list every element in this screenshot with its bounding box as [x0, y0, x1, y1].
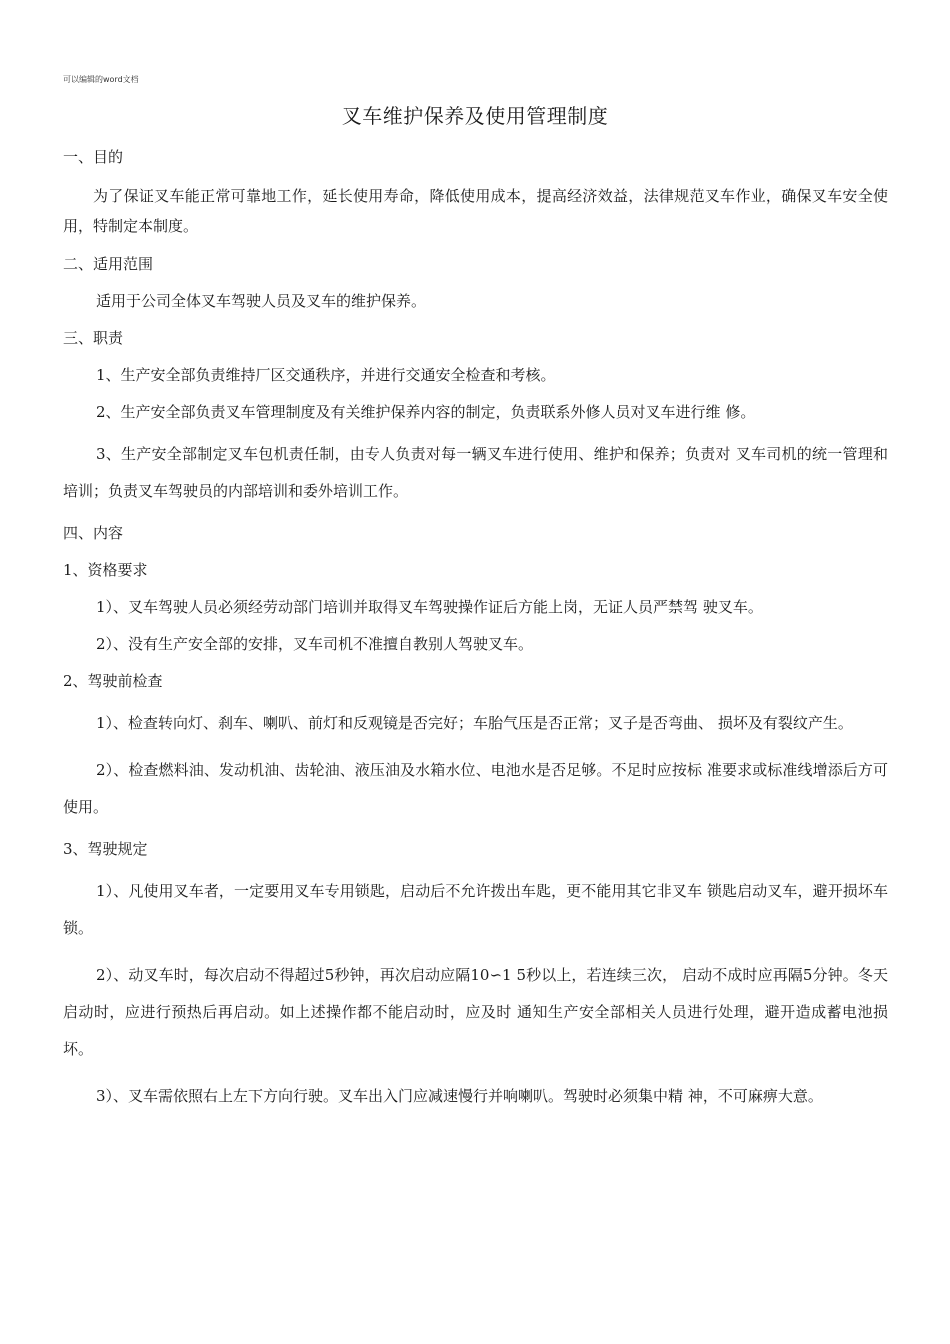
section-heading-scope: 二、适用范围 [63, 255, 154, 273]
section-heading-duties: 三、职责 [63, 329, 124, 347]
subsection-heading-qualification: 1、资格要求 [63, 561, 148, 579]
section-heading-content: 四、内容 [63, 524, 124, 542]
paragraph-scope: 适用于公司全体叉车驾驶人员及叉车的维护保养。 [96, 292, 427, 310]
paragraph-duty-1: 1、生产安全部负责维持厂区交通秩序，并进行交通安全检查和考核。 [96, 366, 556, 384]
paragraph-purpose: 为了保证叉车能正常可靠地工作，延长使用寿命，降低使用成本，提高经济效益，法律规范叉车作业，确保叉车安全使用，特制定本制度。 [63, 187, 888, 235]
paragraph-driving-rule-1: 1）、凡使用叉车者，一定要用叉车专用锁匙，启动后不允许拨出车匙，更不能用其它非叉车 锁匙启动叉车，避开损坏车锁。 [63, 882, 888, 937]
paragraph-driving-rule-2: 2）、动叉车时，每次启动不得超过5秒钟，再次启动应隔10∽1 5秒以上，若连续三次， 启动不成时应再隔5分钟。冬天启动时，应进行预热后再启动。如上述操作都不能启动时，应及时 通知生产安全部相关人员进行处理，避开造成蓄电池损坏。 [63, 966, 888, 1058]
document-title: 叉车维护保养及使用管理制度 [341, 104, 609, 128]
header-note: 可以编辑的word文档 [63, 75, 139, 84]
paragraph-driving-rule-3: 3）、叉车需依照右上左下方向行驶。叉车出入门应减速慢行并响喇叭。驾驶时必须集中精 神，不可麻痹大意。 [96, 1087, 823, 1105]
paragraph-pre-check-1: 1）、检查转向灯、刹车、喇叭、前灯和反观镜是否完好；车胎气压是否正常；叉子是否弯曲、 损坏及有裂纹产生。 [96, 714, 853, 732]
subsection-heading-pre-check: 2、驾驶前检查 [63, 672, 163, 690]
paragraph-qualification-1: 1）、叉车驾驶人员必须经劳动部门培训并取得叉车驾驶操作证后方能上岗，无证人员严禁驾 驶叉车。 [96, 598, 763, 616]
paragraph-qualification-2: 2）、没有生产安全部的安排，叉车司机不准擅自教别人驾驶叉车。 [96, 635, 534, 653]
paragraph-duty-2: 2、生产安全部负责叉车管理制度及有关维护保养内容的制定，负责联系外修人员对叉车进行维 修。 [96, 403, 756, 421]
subsection-heading-driving-rules: 3、驾驶规定 [63, 840, 148, 858]
paragraph-duty-3: 3、生产安全部制定叉车包机责任制，由专人负责对每一辆叉车进行使用、维护和保养；负责对 叉车司机的统一管理和培训；负责叉车驾驶员的内部培训和委外培训工作。 [63, 445, 888, 500]
section-heading-purpose: 一、目的 [63, 148, 124, 166]
document-body [63, 144, 888, 1125]
paragraph-pre-check-2: 2）、检查燃料油、发动机油、齿轮油、液压油及水箱水位、电池水是否足够。不足时应按标 准要求或标准线增添后方可使用。 [63, 761, 888, 816]
